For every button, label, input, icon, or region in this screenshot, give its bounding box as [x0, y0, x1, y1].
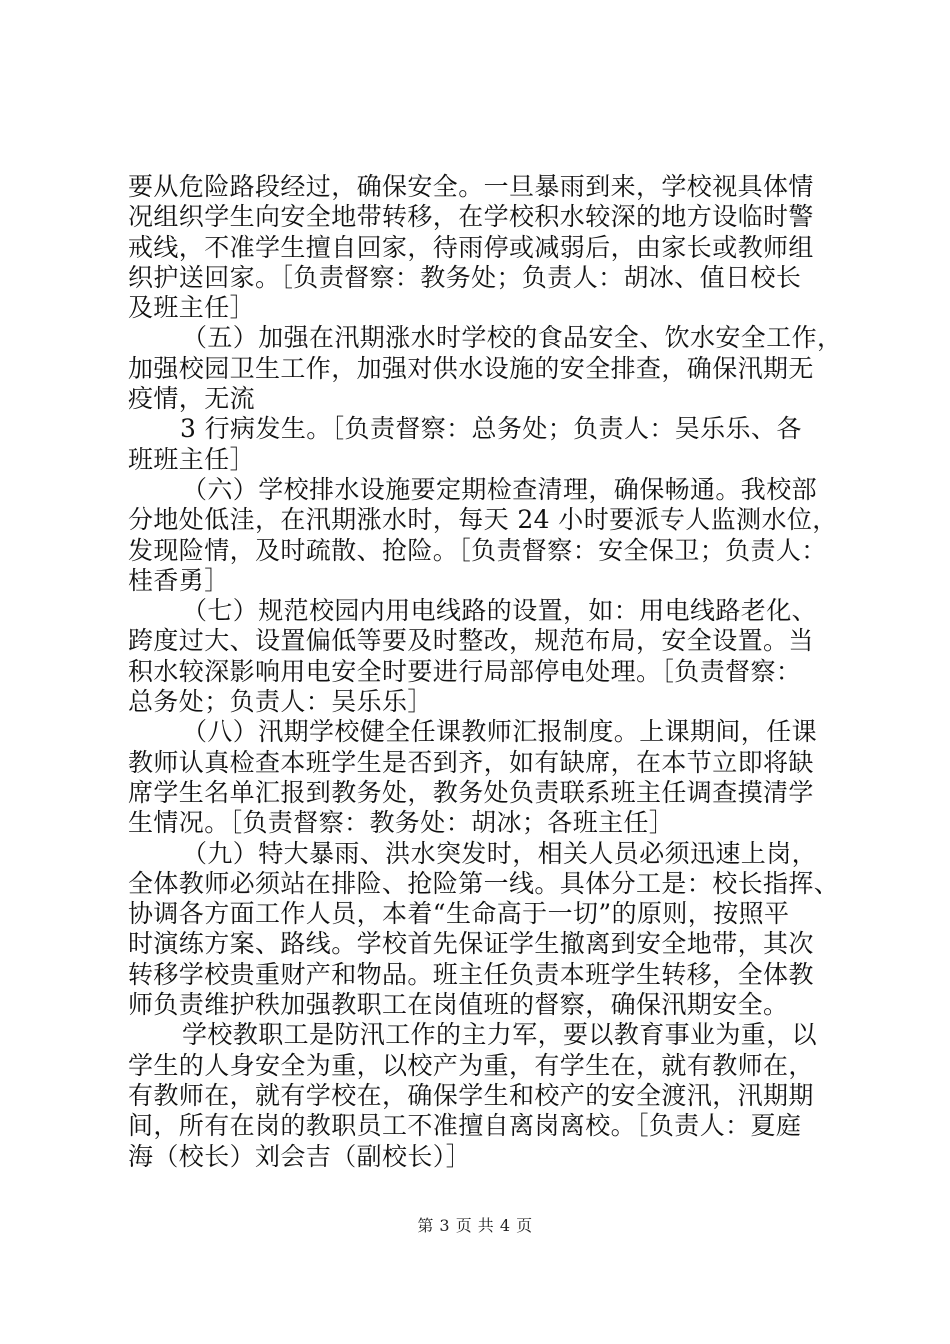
text-line: 协调各方面工作人员，本着“生命高于一切”的原则，按照平: [128, 899, 790, 929]
text-line: 要从危险路段经过，确保安全。一旦暴雨到来，学校视具体情: [128, 172, 814, 201]
text-line: 教师认真检查本班学生是否到齐，如有缺席，在本节立即将缺: [128, 747, 814, 777]
text-line: 及班主任］: [128, 293, 256, 323]
text-line: 3 行病发生。［负责督察：总务处；负责人：吴乐乐、各: [180, 414, 802, 444]
text-line: 师负责维护秩加强教职工在岗值班的督察，确保汛期安全。: [128, 990, 789, 1020]
text-line: 海（校长）刘会吉（副校长）］: [128, 1141, 472, 1171]
paragraph-start-line: （九）特大暴雨、洪水突发时，相关人员必须迅速上岗，: [182, 838, 818, 868]
text-line: 有教师在，就有学校在，确保学生和校产的安全渡汛，汛期期: [128, 1080, 814, 1110]
text-line: 生情况。［负责督察：教务处：胡冰；各班主任］: [128, 808, 675, 838]
paragraph-start-line: 学校教职工是防汛工作的主力军，要以教育事业为重，以: [182, 1020, 818, 1050]
text-line: 转移学校贵重财产和物品。班主任负责本班学生转移，全体教: [128, 959, 814, 989]
text-line: 班班主任］: [128, 444, 256, 474]
document-body: [128, 172, 848, 1172]
paragraph-start-line: （八）汛期学校健全任课教师汇报制度。上课期间，任课: [182, 717, 818, 747]
text-line: 时演练方案、路线。学校首先保证学生撤离到安全地带，其次: [128, 929, 814, 959]
page-footer: [0, 1216, 950, 1236]
paragraph-start-line: （六）学校排水设施要定期检查清理，确保畅通。我校部: [182, 474, 818, 504]
text-line: 跨度过大、设置偏低等要及时整改，规范布局，安全设置。当: [128, 626, 814, 656]
text-line: 发现险情，及时疏散、抢险。［负责督察：安全保卫；负责人：: [128, 535, 827, 565]
text-line: 间，所有在岗的教职员工不准擅自离岗离校。［负责人：夏庭: [128, 1111, 802, 1141]
text-line: 总务处；负责人：吴乐乐］: [128, 687, 433, 717]
paragraph-start-line: （七）规范校园内用电线路的设置，如：用电线路老化、: [182, 596, 818, 626]
text-line: 戒线，不准学生擅自回家，待雨停或减弱后，由家长或教师组: [128, 232, 814, 262]
text-line: 分地处低洼，在汛期涨水时，每天 24 小时要派专人监测水位，: [128, 505, 838, 535]
text-line: 全体教师必须站在排险、抢险第一线。具体分工是：校长指挥、: [128, 868, 840, 898]
text-line: 桂香勇］: [128, 565, 230, 595]
text-line: 况组织学生向安全地带转移，在学校积水较深的地方设临时警: [128, 202, 814, 232]
paragraph-start-line: （五）加强在汛期涨水时学校的食品安全、饮水安全工作，: [182, 323, 843, 353]
text-line: 织护送回家。［负责督察：教务处；负责人：胡冰、值日校长: [128, 262, 802, 292]
text-line: 积水较深影响用电安全时要进行局部停电处理。［负责督察：: [128, 656, 802, 686]
page-number-label: 第 3 页 共 4 页: [417, 1216, 533, 1235]
text-line: 疫情，无流: [128, 384, 256, 414]
text-line: 学生的人身安全为重，以校产为重，有学生在，就有教师在，: [128, 1050, 814, 1080]
text-line: 加强校园卫生工作，加强对供水设施的安全排查，确保汛期无: [128, 353, 814, 383]
text-line: 席学生名单汇报到教务处，教务处负责联系班主任调查摸清学: [128, 777, 814, 807]
